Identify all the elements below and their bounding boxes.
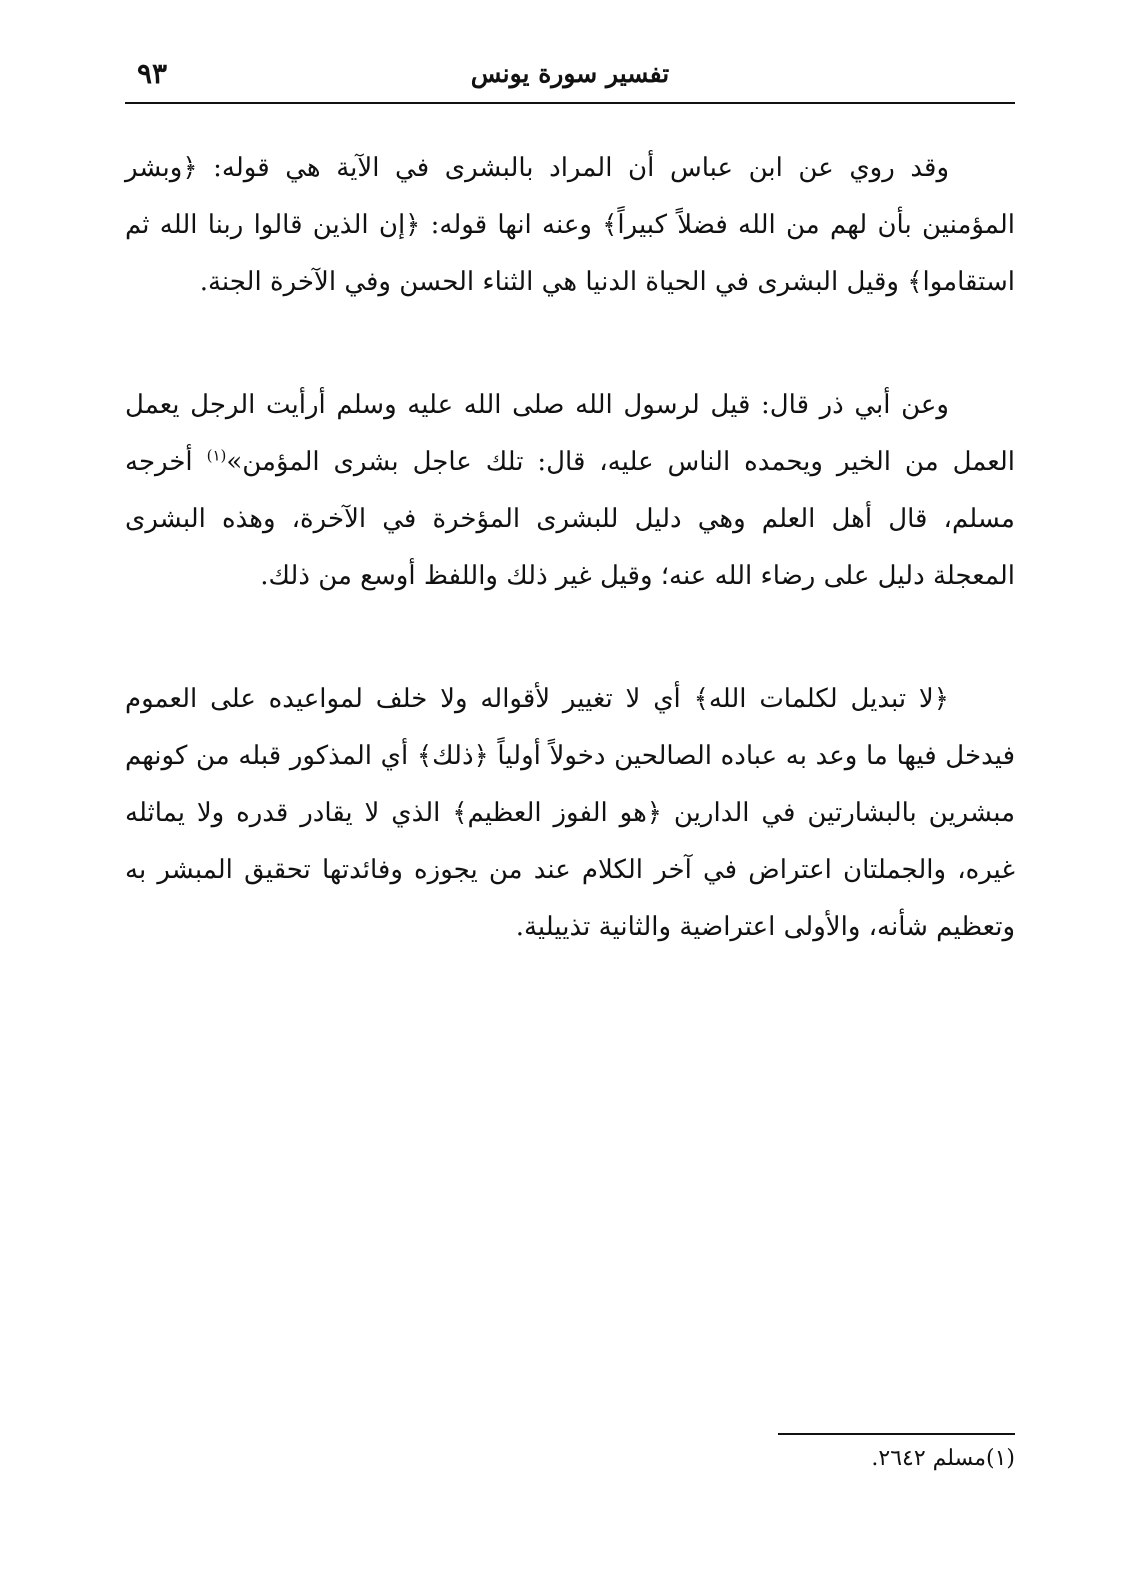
- footnote-ref-1: (١): [206, 446, 227, 465]
- page-body: [125, 140, 1015, 1022]
- page-number: ٩٣: [137, 57, 168, 90]
- paragraph-2: [125, 377, 1015, 605]
- footnote-1: (١)مسلم ٢٦٤٢.: [871, 1446, 1015, 1471]
- paragraph-2-text-before-ref: وعن أبي ذر قال: قيل لرسول الله صلى الله عليه وسلم أرأيت الرجل يعمل العمل من الخير ويحمده الناس عليه، قال: تلك عاجل بشرى المؤمن»: [125, 390, 1015, 477]
- footnote-rule: [778, 1433, 1015, 1435]
- paragraph-3: ﴿لا تبديل لكلمات الله﴾ أي لا تغيير لأقواله ولا خلف لمواعيده على العموم فيدخل فيها ما وعد به عباده الصالحين دخولاً أولياً ﴿ذلك﴾ أي المذكور قبله من كونهم مبشرين بالبشارتين في الدارين ﴿هو الفوز العظيم﴾ الذي لا يقادر قدره ولا يماثله غيره، والجملتان اعتراض في آخر الكلام عند من يجوزه وفائدتها تحقيق المبشر به وتعظيم شأنه، والأولى اعتراضية والثانية تذييلية.: [125, 684, 1015, 942]
- paragraph-1: وقد روي عن ابن عباس أن المراد بالبشرى في الآية هي قوله: ﴿وبشر المؤمنين بأن لهم من الله فضلاً كبيراً﴾ وعنه انها قوله: ﴿إن الذين قالوا ربنا الله ثم استقاموا﴾ وقيل البشرى في الحياة الدنيا هي الثناء الحسن وفي الآخرة الجنة.: [125, 153, 1015, 297]
- paragraph-2-text-after-ref: أخرجه مسلم، قال أهل العلم وهي دليل للبشرى المؤخرة في الآخرة، وهذه البشرى المعجلة دليل على رضاء الله عنه؛ وقيل غير ذلك واللفظ أوسع من ذلك.: [125, 447, 1015, 591]
- running-title: تفسير سورة يونس: [470, 59, 670, 88]
- header-rule: [125, 102, 1015, 104]
- page-header: [125, 55, 1015, 99]
